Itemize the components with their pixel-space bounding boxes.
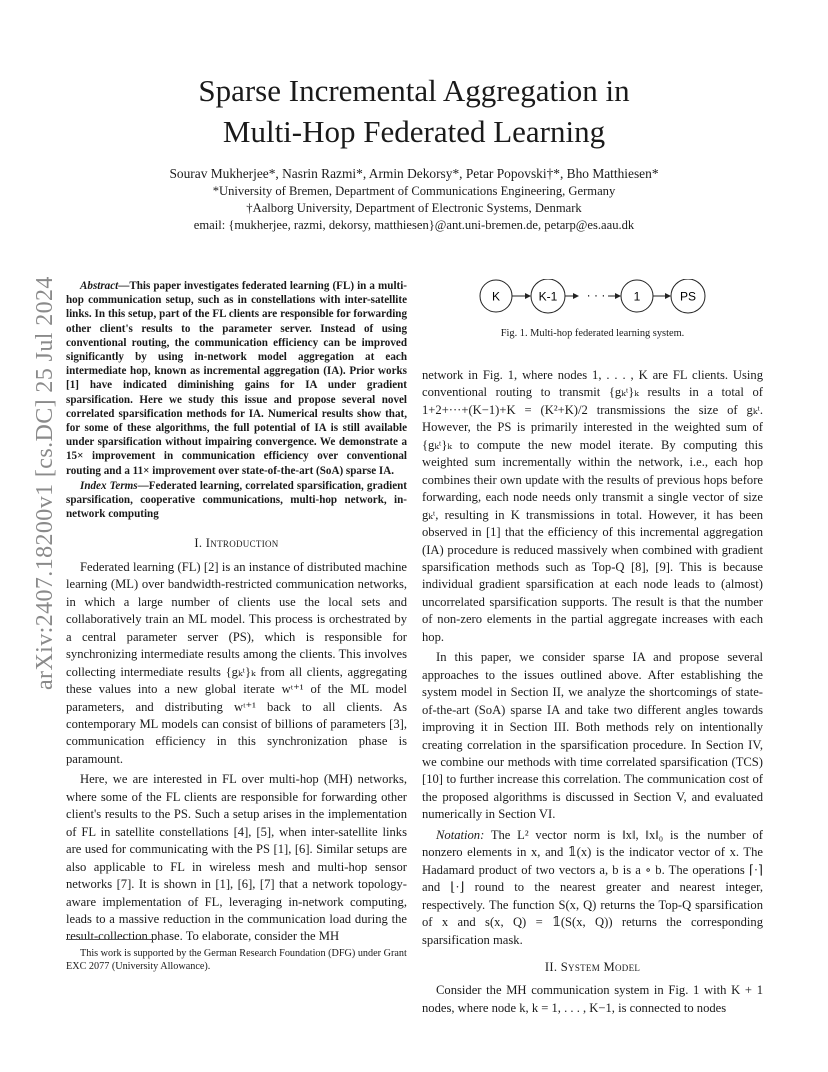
notation-paragraph xyxy=(422,827,763,949)
title-line-1: Sparse Incremental Aggregation in xyxy=(198,73,630,108)
figure-caption: Fig. 1. Multi-hop federated learning system. xyxy=(500,328,685,339)
paper-title xyxy=(0,70,828,152)
section-heading-system-model: II. System Model xyxy=(544,959,641,974)
index-terms-text: —Federated learning, correlated sparsification, gradient sparsification, cooperative communications, multi-hop network, in-network computing xyxy=(66,479,407,521)
right-column xyxy=(422,367,763,1017)
node-k xyxy=(480,280,512,312)
node-1 xyxy=(621,280,653,312)
footnote-funding: This work is supported by the German Research Foundation (DFG) under Grant EXC 2077 (University Allowance). xyxy=(66,948,407,972)
notation-text: The L² vector norm is ‖x‖, ‖x‖₀ is the number of nonzero elements in x, and 𝟙(x) is the indicator vector of x. The Hadamard product of two vectors a, b is a ∘ b. The operations ⌈·⌉ and ⌊·⌋ round to the nearest greater and nearest integer, respectively. The function S(x, Q) returns the Top-Q sparsification of x and s(x, Q) = 𝟙(S(x, Q)) returns the corresponding sparsification mask. xyxy=(422,827,763,947)
index-terms-lead: Index Terms xyxy=(80,479,138,492)
author-block xyxy=(0,164,828,234)
node-ps-label: PS xyxy=(679,289,697,304)
abstract-text: —This paper investigates federated learning (FL) in a multi-hop communication setup, such as in constellations with inter-satellite links. In this setup, part of the FL clients are responsible for forwarding other client's results to the parameter server. Instead of using conventional routing, the communication efficiency can be improved significantly by using in-network model aggregation at each intermediate hop, known as incremental aggregation (IA). Prior works [1] have indicated diminishing gains for IA under gradient sparsification. Here we study this issue and propose several novel correlated sparsification methods for IA. Numerical results show that, for some of these algorithms, the full potential of IA is still available under sparsification without impairing convergence. We demonstrate a 15× improvement in communication efficiency over conventional routing and a 11× improvement over state-of-the-art (SoA) sparse IA. xyxy=(66,280,407,477)
node-k-1-label: K-1 xyxy=(538,289,558,304)
node-k-label: K xyxy=(491,289,501,304)
intro-paragraph-1: Federated learning (FL) [2] is an instance of distributed machine learning (ML) over bandwidth-restricted communication networks, in which a large number of clients use the local sets and collaboratively train an ML model. This process is orchestrated by a central parameter server (PS), which is responsible for synchronizing intermediate results among the clients. This involves collecting intermediate results {gₖᵗ}ₖ from all clients, aggregating these values into a new global iterate wᵗ⁺¹ of the ML model parameters, and distributing wᵗ⁺¹ back to all clients. As contemporary ML models can consist of billions of parameters [3], communication efficiency in this synchronization phase is paramount. xyxy=(66,559,407,766)
figure-multihop-diagram xyxy=(478,279,714,319)
right-paragraph-1: network in Fig. 1, where nodes 1, . . . , K are FL clients. Using conventional routing to transmit {gₖᵗ}ₖ results in a total of 1+2+···+(K−1)+K = (K²+K)/2 transmissions the size of gₖᵗ. However, the PS is primarily interested in the weighted sum of {gₖᵗ}ₖ to compute the new model iterate. By computing this weighted sum incrementally within the network, i.e., each hop combines their own update with the results of previous hops before forwarding, each node needs only transmit a single vector of size gₖᵗ, resulting in K transmissions in total. However, it has been observed in [1] that the efficiency of this incremental aggregation (IA) procedure is reduced massively when combined with gradient sparsification methods such as Top-Q [8], [9]. This is because individual gradient sparsification at each node leads to (almost) uncorrelated sparsification supports. The result is that the number of non-zero elements in the partial aggregate increases with each hop. xyxy=(422,368,763,644)
abstract xyxy=(66,279,407,521)
right-paragraph-2: In this paper, we consider sparse IA and propose several approaches to the issues outlined above. After establishing the system model in Section II, we analyze the shortcomings of state-of-the-art (SoA) sparse IA and take two different angles towards improving it in Section III. Both methods rely on intentionally creating correlation in the sparsification procedure. In Section IV, we combine our methods with time correlated sparsification (TCS) [10] to further increase this correlation. The communication cost of the proposed algorithms is discussed in Section V, and evaluated numerically in Section VI. xyxy=(422,650,763,822)
node-k-1 xyxy=(531,279,565,313)
notation-lead: Notation: xyxy=(436,827,485,842)
section-heading-introduction: I. Introduction xyxy=(194,536,279,551)
abstract-lead: Abstract xyxy=(80,280,119,292)
intro-paragraph-2: Here, we are interested in FL over multi-hop (MH) networks, where some of the FL clients are responsible for forwarding other client's results to the PS. Such a setup arises in the implementation of FL in satellite constellations [4], [5], when inter-satellite links are used for communicating with the PS [1], [6]. Similar setups are also applicable to FL in wireless mesh and multi-hop sensor networks [7]. It is shown in [1], [6], [7] that a network topology-aware implementation of FL, leveraging in-network computing, leads to a massive reduction in the communication load during the result-collection phase. To elaborate, consider the MH xyxy=(66,772,407,944)
ellipsis-label: · · · xyxy=(586,288,606,302)
left-column xyxy=(66,279,407,946)
footnote-rule xyxy=(66,939,156,940)
author-emails: email: {mukherjee, razmi, dekorsy, matthiesen}@ant.uni-bremen.de, petarp@es.aau.dk xyxy=(193,218,635,232)
node-1-label: 1 xyxy=(633,289,641,304)
sysmodel-paragraph-1: Consider the MH communication system in Fig. 1 with K + 1 nodes, where node k, k = 1, . . . , K−1, is connected to nodes xyxy=(422,983,763,1015)
title-line-2: Multi-Hop Federated Learning xyxy=(222,114,606,149)
affiliation-aalborg: †Aalborg University, Department of Electronic Systems, Denmark xyxy=(246,201,582,215)
node-ps xyxy=(671,279,705,313)
author-list: Sourav Mukherjee*, Nasrin Razmi*, Armin Dekorsy*, Petar Popovski†*, Bho Matthiesen* xyxy=(169,166,659,181)
arxiv-identifier-stamp: arXiv:2407.18200v1 [cs.DC] 25 Jul 2024 xyxy=(32,276,58,690)
affiliation-bremen: *University of Bremen, Department of Communications Engineering, Germany xyxy=(212,184,616,198)
